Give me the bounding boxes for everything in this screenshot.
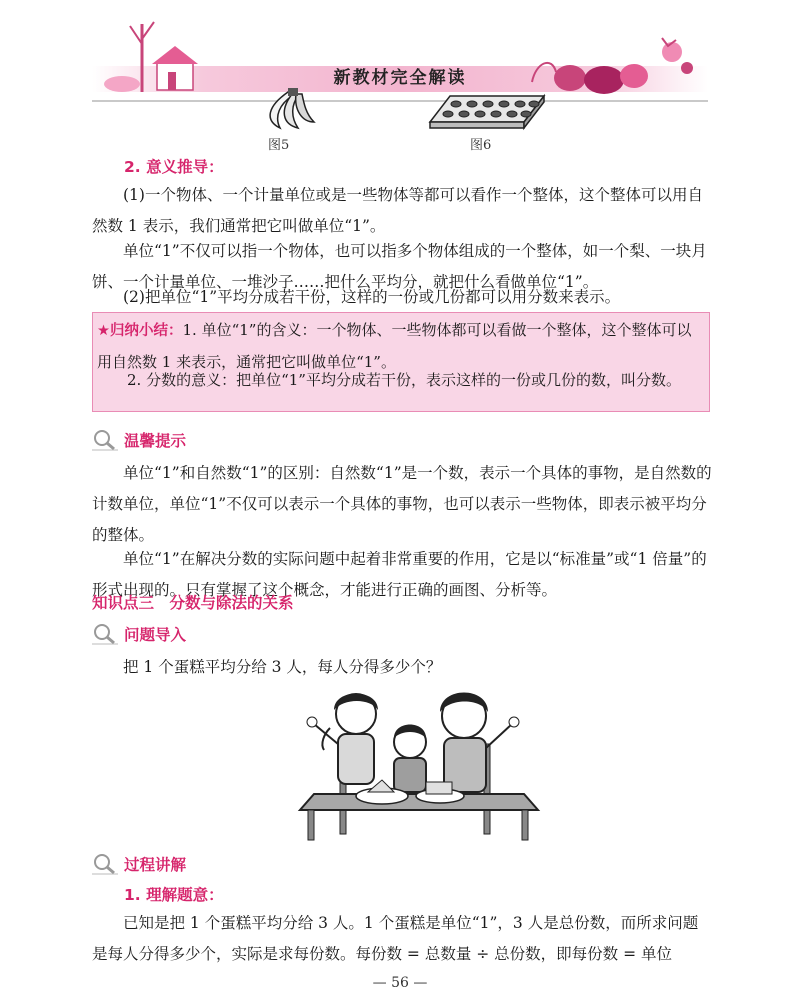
- magnifier-icon: [92, 852, 118, 876]
- egg-tray-figure: [426, 92, 546, 132]
- tip-label: 温馨提示: [124, 432, 187, 450]
- figure-5-caption: 图5: [268, 138, 290, 153]
- header-divider: [92, 100, 708, 102]
- bananas-figure: [258, 86, 318, 132]
- summary-label: ★归纳小结：: [97, 323, 183, 339]
- family-sharing-cake-illustration: [294, 684, 544, 842]
- intro-label: 问题导入: [124, 626, 187, 644]
- meaning-paragraph-1: (1)一个物体、一个计量单位或是一些物体等都可以看作一个整体，这个整体可以用自然数 1 表示，我们通常把它叫做单位“1”。: [92, 186, 703, 235]
- meaning-heading: 2. 意义推导：: [124, 158, 224, 176]
- process-heading: [92, 850, 186, 878]
- meaning-paragraph-2: 单位“1”不仅可以指一个物体，也可以指多个物体组成的一个整体，如一个梨、一块月饼、一个计量单位、一堆沙子……把什么平均分，就把什么看做单位“1”。: [92, 242, 707, 291]
- figure-6-caption: 图6: [470, 138, 492, 153]
- summary-box: [92, 312, 710, 412]
- knowledge-point-3-title: 知识点三 分数与除法的关系: [92, 594, 294, 612]
- intro-heading: [92, 620, 186, 648]
- intro-question: 把 1 个蛋糕平均分给 3 人，每人分得多少个？: [123, 658, 442, 676]
- magnifier-icon: [92, 622, 118, 646]
- header-title: 新教材完全解读: [333, 68, 467, 88]
- summary-line-1-text: 1. 单位“1”的含义：一个物体、一些物体都可以看做一个整体，这个整体可以用自然数 1 来表示，通常把它叫做单位“1”。: [97, 321, 692, 371]
- tip-heading: [92, 426, 186, 454]
- page-number: — 56 —: [372, 975, 428, 991]
- process-step-1: 1. 理解题意：: [124, 886, 224, 904]
- meaning-paragraph-3: (2)把单位“1”平均分成若干份，这样的一份或几份都可以用分数来表示。: [123, 288, 621, 306]
- summary-line-2: 2. 分数的意义：把单位“1”平均分成若干份，表示这样的一份或几份的数，叫分数。: [127, 371, 681, 389]
- process-paragraph-1: 已知是把 1 个蛋糕平均分给 3 人。1 个蛋糕是单位“1”，3 人是总份数，而所求问题是每人分得多少个，实际是求每份数。每份数 = 总数量 ÷ 总份数，即每份数 = 单位: [92, 914, 699, 963]
- tip-paragraph-2: 单位“1”在解决分数的实际问题中起着非常重要的作用，它是以“标准量”或“1 倍量”的形式出现的。只有掌握了这个概念，才能进行正确的画图、分析等。: [92, 550, 707, 599]
- page-header: [92, 14, 708, 100]
- magnifier-icon: [92, 428, 118, 452]
- process-label: 过程讲解: [124, 856, 187, 874]
- tip-paragraph-1: 单位“1”和自然数“1”的区别：自然数“1”是一个数，表示一个具体的事物，是自然数的计数单位，单位“1”不仅可以表示一个具体的事物，也可以表示一些物体，即表示被平均分的整体。: [92, 464, 712, 544]
